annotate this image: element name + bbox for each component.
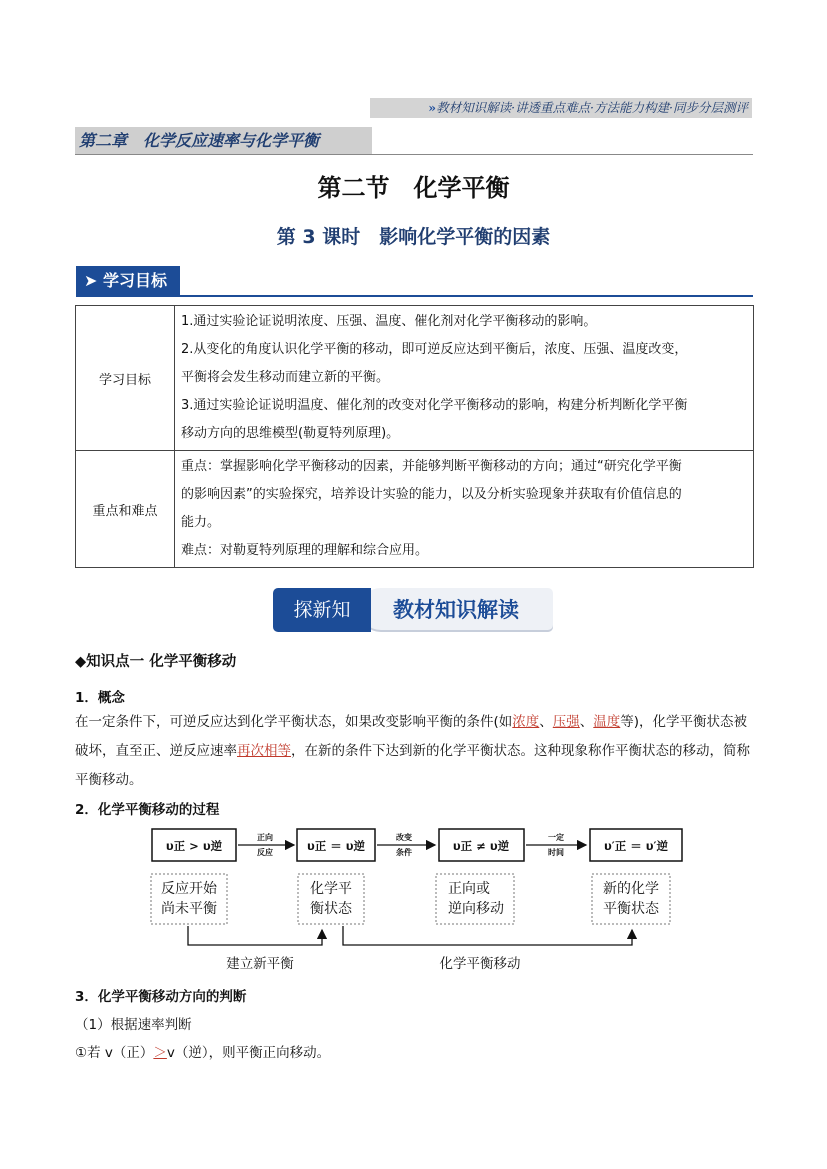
flow-arrow-1-top: 正向 bbox=[257, 833, 273, 842]
flow-note-2-line-1: 化学平 bbox=[310, 881, 352, 897]
flow-arrow-3-bot: 时间 bbox=[548, 848, 564, 857]
flow-note-3-line-2: 逆向移动 bbox=[448, 901, 504, 917]
explore-banner bbox=[273, 588, 553, 632]
subsection-title: 1．概念 bbox=[75, 690, 125, 706]
text-run: ①若 v（正） bbox=[75, 1045, 154, 1061]
highlight-term: ＞ bbox=[153, 1045, 167, 1061]
subsection-subtitle: （1）根据速率判断 bbox=[75, 1017, 192, 1033]
flow-arrow-3-top: 一定 bbox=[548, 833, 564, 842]
flow-arrow-2-top: 改变 bbox=[396, 833, 412, 842]
goals-row-content bbox=[175, 451, 754, 568]
goals-row-content bbox=[175, 306, 754, 451]
explore-right-label: 教材知识解读 bbox=[359, 588, 553, 632]
highlight-term: 浓度 bbox=[512, 714, 540, 730]
text-run: 、 bbox=[539, 714, 553, 730]
connector-left bbox=[188, 926, 322, 945]
goals-row bbox=[76, 451, 754, 568]
flow-note-2-line-2: 衡状态 bbox=[310, 901, 352, 917]
goals-underline bbox=[76, 295, 753, 297]
knowledge-point-title: ◆知识点一 化学平衡移动 bbox=[75, 654, 237, 670]
highlight-term: 再次相等 bbox=[237, 743, 291, 759]
flow-box-2-text: υ正 ＝ υ逆 bbox=[306, 839, 366, 853]
flow-box-3-text: υ正 ≠ υ逆 bbox=[452, 839, 510, 853]
goals-line: 移动方向的思维模型(勒夏特列原理)。 bbox=[181, 426, 400, 441]
header-banner bbox=[370, 98, 752, 118]
connector-right bbox=[343, 926, 632, 945]
goals-row bbox=[76, 306, 754, 451]
goals-tag: ➤ 学习目标 bbox=[76, 266, 180, 295]
connector-right-label: 化学平衡移动 bbox=[439, 956, 521, 972]
subsection-title: 2．化学平衡移动的过程 bbox=[75, 802, 220, 818]
goals-table bbox=[75, 305, 754, 568]
chapter-title: 第二章 化学反应速率与化学平衡 bbox=[75, 127, 372, 154]
text-run: 在一定条件下，可逆反应达到化学平衡状态，如果改变影响平衡的条件(如 bbox=[75, 714, 513, 730]
flow-note-1-line-1: 反应开始 bbox=[161, 881, 217, 897]
goals-line: 难点：对勒夏特列原理的理解和综合应用。 bbox=[181, 543, 429, 558]
goals-line: 3.通过实验论证说明温度、催化剂的改变对化学平衡移动的影响，构建分析判断化学平衡 bbox=[181, 398, 688, 413]
subsection-title: 3．化学平衡移动方向的判断 bbox=[75, 989, 247, 1005]
flow-box-1-text: υ正 > υ逆 bbox=[165, 839, 223, 853]
lesson-title: 第 3 课时 影响化学平衡的因素 bbox=[276, 226, 551, 248]
header-rule bbox=[75, 154, 753, 155]
flow-arrow-2-bot: 条件 bbox=[396, 848, 412, 857]
equilibrium-flow-diagram bbox=[0, 820, 827, 980]
text-run: v（逆），则平衡正向移动。 bbox=[166, 1045, 331, 1061]
goals-line: 2.从变化的角度认识化学平衡的移动，即可逆反应达到平衡后，浓度、压强、温度改变， bbox=[181, 342, 688, 357]
rule-item bbox=[75, 1041, 330, 1061]
section-title: 第二节 化学平衡 bbox=[317, 174, 510, 202]
text-run: 、 bbox=[579, 714, 594, 730]
flow-arrow-1-bot: 反应 bbox=[257, 848, 273, 857]
double-chevron-icon: » bbox=[428, 100, 437, 115]
flow-note-4-line-2: 平衡状态 bbox=[603, 901, 659, 917]
banner-text: 教材知识解读·讲透重点难点·方法能力构建·同步分层测评 bbox=[436, 100, 748, 115]
goals-line: 重点：掌握影响化学平衡移动的因素，并能够判断平衡移动的方向；通过“研究化学平衡 bbox=[181, 459, 682, 474]
concept-paragraph bbox=[75, 708, 755, 795]
goals-row-label: 学习目标 bbox=[76, 306, 175, 451]
flow-note-3-line-1: 正向或 bbox=[448, 881, 490, 897]
explore-left-label: 探新知 bbox=[273, 588, 371, 632]
connector-left-label: 建立新平衡 bbox=[226, 956, 294, 972]
flow-box-4-text: υ′正 ＝ υ′逆 bbox=[603, 839, 669, 853]
goals-line: 的影响因素”的实验探究，培养设计实验的能力，以及分析实验现象并获取有价值信息的 bbox=[181, 487, 682, 502]
text-run: 等)，化学平衡状态被破坏，直至正、逆反应速率 bbox=[75, 714, 748, 759]
flow-note-4-line-1: 新的化学 bbox=[603, 881, 659, 897]
goals-line: 能力。 bbox=[181, 515, 221, 530]
goals-line: 平衡将会发生移动而建立新的平衡。 bbox=[181, 370, 390, 385]
text-run: ，在新的条件下达到新的化学平衡状态。这种现象称作平衡状态的移动，简称平衡移动。 bbox=[75, 743, 750, 788]
goals-row-label: 重点和难点 bbox=[76, 451, 175, 568]
highlight-term: 温度 bbox=[593, 714, 621, 730]
highlight-term: 压强 bbox=[552, 714, 580, 730]
flow-note-1-line-2: 尚未平衡 bbox=[161, 901, 217, 917]
goals-line: 1.通过实验论证说明浓度、压强、温度、催化剂对化学平衡移动的影响。 bbox=[181, 314, 597, 329]
